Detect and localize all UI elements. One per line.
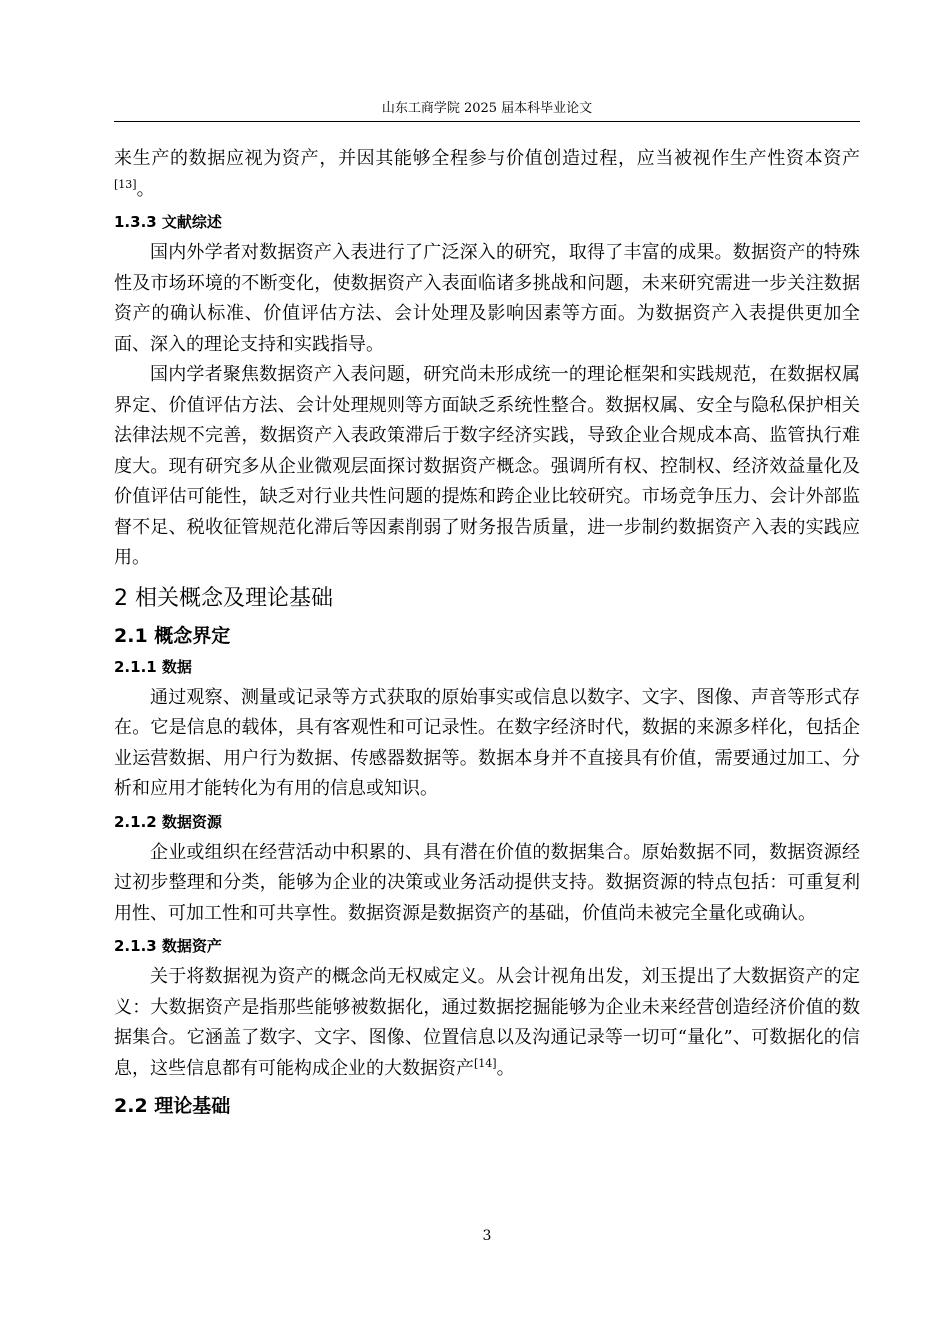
page-body	[114, 144, 860, 1126]
paragraph: 国内外学者对数据资产入表进行了广泛深入的研究，取得了丰富的成果。数据资产的特殊性及市场环境的不断变化，使数据资产入表面临诸多挑战和问题，未来研究需进一步关注数据资产的确认标准、价值评估方法、会计处理及影响因素等方面。为数据资产入表提供更加全面、深入的理论支持和实践指导。	[114, 242, 860, 355]
citation: [13]	[114, 177, 137, 191]
heading-2-1-2: 2.1.2 数据资源	[114, 812, 222, 831]
heading-2-1-1: 2.1.1 数据	[114, 657, 192, 676]
citation: [14]	[474, 1056, 497, 1070]
heading-2-1-3: 2.1.3 数据资产	[114, 937, 222, 955]
paragraph: 国内学者聚焦数据资产入表问题，研究尚未形成统一的理论框架和实践规范，在数据权属界定、价值评估方法、会计处理规则等方面缺乏系统性整合。数据权属、安全与隐私保护相关法律法规不完善，数据资产入表政策滞后于数字经济实践，导致企业合规成本高、监管执行难度大。现有研究多从企业微观层面探讨数据资产概念。强调所有权、控制权、经济效益量化及价值评估可能性，缺乏对行业共性问题的提炼和跨企业比较研究。市场竞争压力、会计外部监督不足、税收征管规范化滞后等因素削弱了财务报告质量，进一步制约数据资产入表的实践应用。	[114, 364, 860, 568]
paragraph: 关于将数据视为资产的概念尚无权威定义。从会计视角出发，刘玉提出了大数据资产的定义：大数据资产是指那些能够被数据化，通过数据挖掘能够为企业未来经营创造经济价值的数据集合。它涵盖了数字、文字、图像、位置信息以及沟通记录等一切可“量化”、可数据化的信息，这些信息都有可能构成企业的大数据资产[14]。	[114, 966, 860, 1079]
paragraph: 通过观察、测量或记录等方式获取的原始事实或信息以数字、文字、图像、声音等形式存在。它是信息的载体，具有客观性和可记录性。在数字经济时代，数据的来源多样化，包括企业运营数据、用户行为数据、传感器数据等。数据本身并不直接具有价值，需要通过加工、分析和应用才能转化为有用的信息或知识。	[114, 686, 860, 799]
header-rule	[114, 121, 860, 122]
heading-1-3-3: 1.3.3 文献综述	[114, 213, 222, 231]
running-header: 山东工商学院 2025 届本科毕业论文	[381, 101, 593, 116]
heading-2: 2 相关概念及理论基础	[114, 585, 333, 611]
paragraph: 企业或组织在经营活动中积累的、具有潜在价值的数据集合。原始数据不同，数据资源经过初步整理和分类，能够为企业的决策或业务活动提供支持。数据资源的特点包括：可重复利用性、可加工性和可共享性。数据资源是数据资产的基础，价值尚未被完全量化或确认。	[114, 841, 860, 924]
page-number: 3	[482, 1228, 492, 1244]
heading-2-1: 2.1 概念界定	[114, 624, 231, 647]
heading-2-2: 2.2 理论基础	[114, 1095, 231, 1117]
paragraph: 来生产的数据应视为资产，并因其能够全程参与价值创造过程，应当被视作生产性资本资产[13]。	[114, 148, 860, 200]
